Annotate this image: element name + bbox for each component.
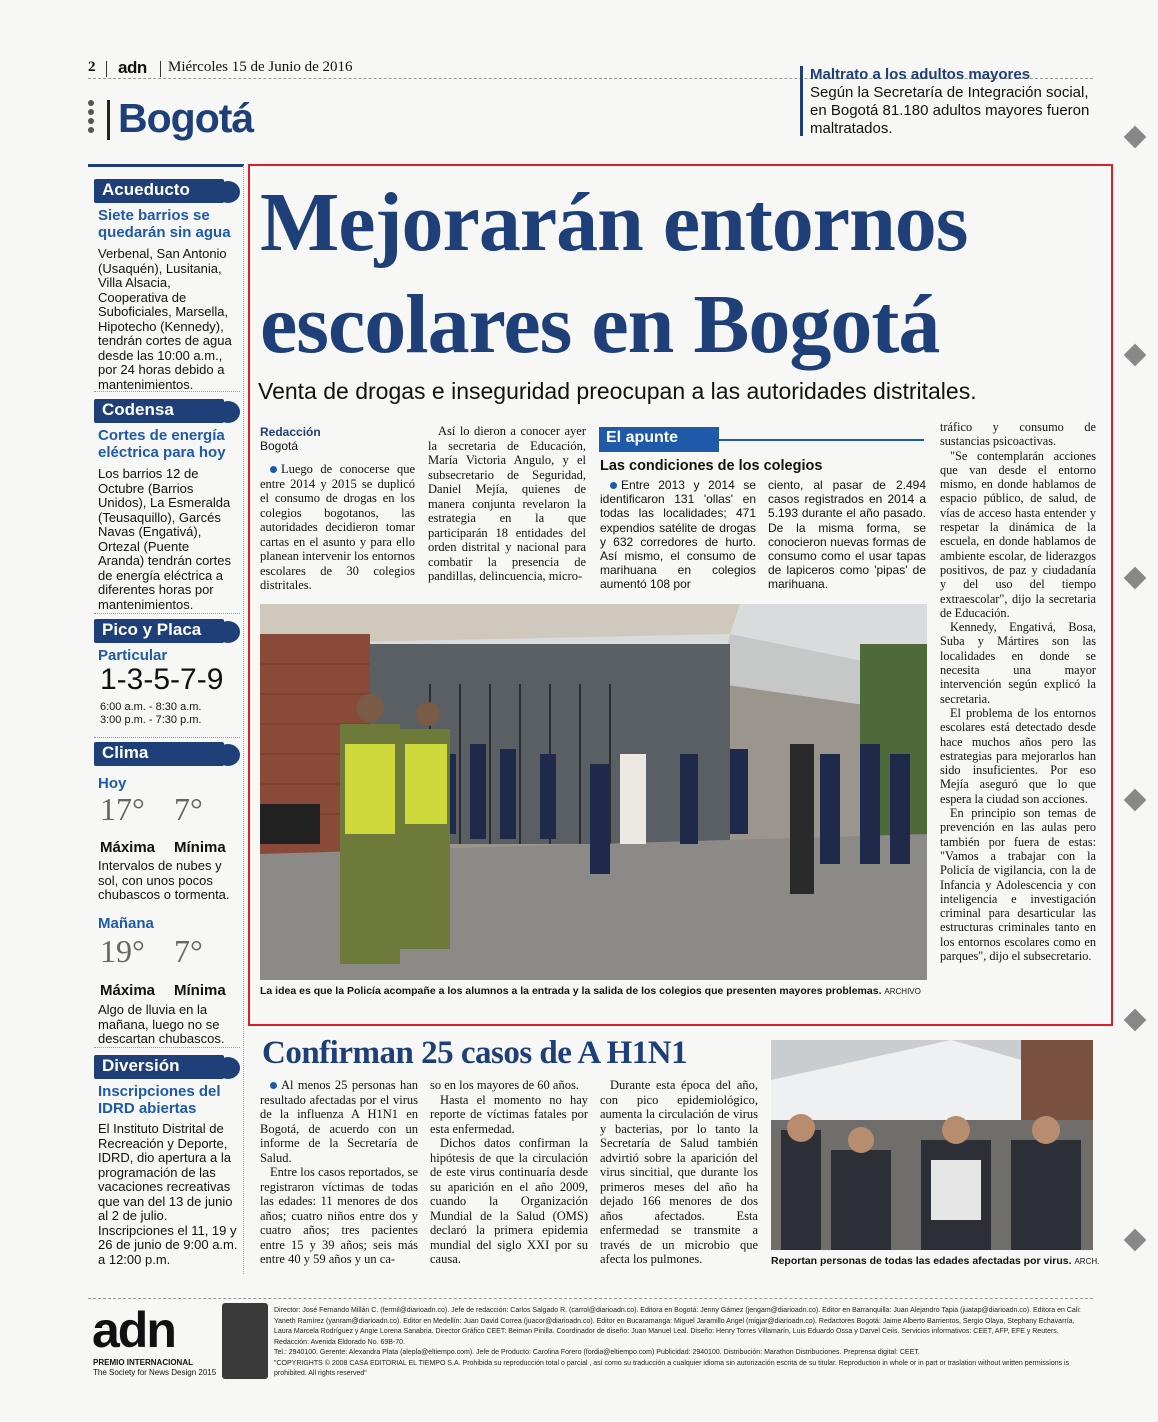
apunte-col-2 [768,478,926,592]
sidebar-divider [94,737,240,738]
h1n1-lede: Al menos 25 personas han resultado afectadas por el virus de la influenza A H1N1 en Bogotá, de acuerdo con un informe de la Secretaría de Salud. [260,1078,418,1165]
max-label: Máxima [100,982,156,999]
photo-caption [260,985,927,997]
health-tent-illustration [771,1040,1093,1250]
h1n1-col-1 [260,1078,418,1267]
h1n1-col-3 [600,1078,758,1267]
photo-caption-text: La idea es que la Policía acompañe a los alumnos a la entrada y la salida de los colegios que presenten mayores problemas. [260,985,882,997]
byline: Redacción [260,425,321,439]
teaser-text: Según la Secretaría de Integración social, en Bogotá 81.180 adultos mayores fueron maltratados. [810,84,1090,137]
main-story-paragraph: El problema de los entornos escolares está detectado desde hace muchos años pero las estrategias para mejorarlos han sido insuficientes. Por eso Mejía aseguró que lo que espera la ciudad son acciones. [940,705,1096,806]
apunte-text-2: ciento, al pasar de 2.494 casos registrados en 2014 a 5.193 durante el año pasado. De la misma forma, se conocieron nuevas formas de consumo como el usar tapas de lapiceros como 'pipas' de marihuana. [768,478,926,592]
h1n1-paragraph: Hasta el momento no hay reporte de víctimas fatales por esta enfermedad. [430,1092,588,1136]
school-entrance-illustration [260,604,927,980]
sidebar-headline-codensa[interactable]: Cortes de energía eléctrica para hoy [98,427,226,461]
teaser-title[interactable]: Maltrato a los adultos mayores [810,66,1031,83]
bullet-dot-icon [270,1082,277,1089]
byline-place: Bogotá [260,439,299,453]
weather-today-label: Hoy [98,775,127,792]
photo-credit: ARCHIVO [884,987,921,996]
bullet-dot-icon [270,466,277,473]
main-story-lede: Luego de conocerse que entre 2014 y 2015 se duplicó el consumo de drogas en los colegios bogotanos, las autoridades decidieron tomar cartas en el asunto y para ello planean intervenir los entornos escolares de 30 colegios distritales. [260,462,415,592]
footer-logo: adn [92,1302,175,1358]
credits-line: Director: José Fernando Millán C. (fermil@diarioadn.co). Jefe de redacción: Carlos Salgado R. (carrol@diarioadn.co). Editora en Bogotá: Jenny Gámez (jengam@diarioadn.co). Editor en Barranquilla: Juan Alejandro Tapia (juatap@diarioadn.co). Editora en Cali: [274,1307,1081,1314]
h1n1-paragraph: Dichos datos confirman la hipótesis de que la circulación de este virus continuaría desde su aparición en el año 2009, cuando la Organización Mundial de la Salud (OMS) declaró la primera epidemia mundial del siglo XXI por su causa. [430,1136,588,1266]
footer-society: The Society for News Design 2015 [93,1368,217,1377]
sidebar-text-diversion: El Instituto Distrital de Recreación y Deporte, IDRD, dio apertura a la programación de las vacaciones recreativas que van del 13 de junio al 2 de julio. Inscripciones el 11, 19 y 26 de junio de 9:00 a.m. a 12:00 p.m. [98,1121,238,1267]
apunte-text-1: Entre 2013 y 2014 se identificaron 131 'ollas' en todas las localidades; 471 expendios satélite de drogas y 632 corredores de hurto. Así mismo, el consumo de marihuana en colegios aumentó 108 por [600,478,756,592]
apunte-rule [719,439,924,441]
sidebar-text-codensa: Los barrios 12 de Octubre (Barrios Unidos), La Esmeralda (Teusaquillo), Garcés Navas (Engativá), Ortezal (Puente Aranda) tendrán cortes de energía eléctrica a diferentes horas por mantenimientos. [98,466,231,612]
credits-line: Redacción: Avenida Eldorado No. 69B-70. [274,1338,406,1346]
main-headline-line-2: escolares en Bogotá [260,278,940,371]
staff-credits [274,1306,1094,1380]
sidebar-tag-clima: Clima [94,742,224,766]
header-logo: adn [118,58,147,77]
weather-tomorrow-text: Algo de lluvia en la mañana, luego no se descartan chubascos. [98,1002,225,1046]
speech-bubble-icon [216,181,240,203]
footer-prize: PREMIO INTERNACIONAL [93,1358,193,1367]
sidebar-divider [94,391,240,392]
h1n1-caption [771,1255,1099,1267]
h1n1-caption-text: Reportan personas de todas las edades afectadas por virus. [771,1255,1072,1267]
main-story-paragraph: Kennedy, Engativá, Bosa, Suba y Mártires son las localidades en donde se necesita una mayor intervención según explicó la secretaria. [940,620,1096,706]
main-subhead: Venta de drogas e inseguridad preocupan a las autoridades distritales. [258,378,977,404]
credits-line: Yaneth Ramírez (yanram@diarioadn.co). Editor en Medellín: Juan David Correa (juacor@diarioadn.co). Editor en Bucaramanga: Miguel Jaramillo Angel (migjar@diarioadn.co). Redactores Bogotá: Jaime Alberto Barrientos, Sergio Olaya, Stephany Echavarría, [274,1317,1075,1325]
pico-placa-numbers: 1-3-5-7-9 [100,663,224,696]
margin-diamond-icon [1124,344,1147,367]
speech-bubble-icon [216,621,240,643]
h1n1-paragraph: Durante esta época del año, con pico epidemiológico, aumenta la circulación de virus y bacterias, por lo tanto la Secretaría de Salud también advirtió sobre la aparición del virus sincitial, que durante los primeros meses del año ha dejado 166 menores de dos años afectados. Esta enfermedad se transmite a través de un microbio que afecta los pulmones. [600,1078,758,1266]
today-max-temp: 17° [100,791,145,827]
h1n1-photo[interactable] [771,1040,1093,1250]
sidebar-tag-codensa: Codensa [94,399,224,423]
main-story-col-2 [428,424,586,584]
sidebar-divider [94,1047,240,1048]
issue-date: Miércoles 15 de Junio de 2016 [168,59,353,75]
tomorrow-min-temp: 7° [174,933,203,969]
margin-diamond-icon [1124,567,1147,590]
sidebar-tag-diversion: Diversión [94,1055,224,1079]
sidebar-tag-pico-placa: Pico y Placa [94,619,224,643]
teaser-bar [800,66,803,136]
apunte-title: Las condiciones de los colegios [600,458,823,474]
speech-bubble-icon [216,744,240,766]
section-title: Bogotá [118,95,254,141]
pico-placa-hours-afternoon: 3:00 p.m. - 7:30 p.m. [100,714,202,726]
h1n1-col-2 [430,1078,588,1267]
pico-placa-category: Particular [98,647,168,664]
sidebar [88,164,244,1274]
sidebar-text-acueducto: Verbenal, San Antonio (Usaquén), Lusitania, Villa Alsacia, Cooperativa de Suboficiales, Marsella, Hipotecho (Kennedy), tendrán cortes de agua desde las 10:00 a.m., por 24 horas debido a mantenimientos. [98,246,232,392]
section-dots-icon [88,100,96,136]
apunte-col-1 [600,478,756,592]
award-badge-icon [222,1303,268,1379]
max-label: Máxima [100,839,156,856]
margin-diamond-icon [1124,1009,1147,1032]
header-divider [106,61,107,77]
min-label: Mínima [174,839,226,856]
credits-line: "COPYRIGHTS © 2008 CASA EDITORIAL EL TIEMPO S.A. Prohibida su reproducción total o parcial , así como su traducción a cualquier idioma sin autorización escrita de su titular. Reproduction in whole or in part or traslation without written permissions is prohibited. All rights reserved" [274,1359,1070,1377]
margin-diamond-icon [1124,1229,1147,1252]
main-story-paragraph: tráfico y consumo de sustancias psicoactivas. [940,420,1096,449]
h1n1-headline[interactable]: Confirman 25 casos de A H1N1 [262,1035,688,1071]
weather-tomorrow-label: Mañana [98,915,154,932]
min-label: Mínima [174,982,226,999]
h1n1-photo-credit: ARCH. [1074,1257,1100,1266]
main-headline-line-1: Mejorarán entornos [260,176,968,269]
speech-bubble-icon [216,401,240,423]
bullet-dot-icon [610,482,617,489]
main-story-col-4 [940,420,1096,963]
weather-today-text: Intervalos de nubes y sol, con unos pocos chubascos o tormenta. [98,858,230,902]
tomorrow-max-temp: 19° [100,933,145,969]
main-story-paragraph: "Se contemplarán acciones que van desde el entorno mismo, en donde hablamos de espacio público, de salud, de vías de acceso hasta entender y respetar la dinámica de la escuela, en donde hablamos de ambiente escolar, de liderazgos positivos, de paz y ciudadanía y del uso del tiempo extraescolar", dijo la secretaria de Educación. [940,448,1096,620]
margin-diamond-icon [1124,789,1147,812]
sidebar-divider [94,613,240,614]
main-headline[interactable] [260,172,1105,376]
main-story-paragraph: Así lo dieron a conocer ayer la secretaria de Educación, María Victoria Angulo, y el subsecretario de Seguridad, Daniel Mejía, quienes de manera conjunta revelaron la estrategia en la que participarán 18 entidades del orden distrital y nacional para combatir la presencia de pandillas, delincuencia, micro- [428,424,586,583]
pico-placa-hours [100,701,202,727]
page-number: 2 [88,59,96,75]
credits-line: Tel.: 2940100. Gerente: Alexandra Plata (alepla@eltiempo.com). Jefe de Producto: Carolina Forero (fordia@eltiempo.com) Publicidad: 2940100. Distribución: Marathon Distribuciones. Preprensa digital: CEET. [274,1349,920,1356]
credits-line: Laura Marcela Rodríguez y Angie Lorena Sanabria. Director Gráfico CEET: Beiman Pinilla. Coordinador de diseño: Juan Manuel Leal. Diseño: Henry Torres Villamarín, Luis Eduardo Ossa y Darvel Ceiis. Servicios informativos: CEET, AFP, EFE y Reuters. [274,1328,1059,1335]
pico-placa-hours-morning: 6:00 a.m. - 8:30 a.m. [100,701,202,713]
main-story-col-1 [260,462,415,593]
header-divider [160,61,161,77]
section-bar [107,100,110,140]
sidebar-tag-acueducto: Acueducto [94,179,224,203]
apunte-tag: El apunte [599,427,719,452]
footer-rule [88,1298,1093,1299]
sidebar-headline-acueducto[interactable]: Siete barrios se quedarán sin agua [98,207,231,241]
today-min-temp: 7° [174,791,203,827]
h1n1-paragraph: Entre los casos reportados, se registraron víctimas de todas las edades: 11 menores de dos años; cuatro niños entre dos y cuatro años; tres pacientes entre 15 y 39 años; seis más entre 40 y 59 años y un ca- [260,1165,418,1266]
main-story-paragraph: En principio son temas de prevención en las aulas pero también por fuera de estas: "Vamos a trabajar con la Policía de vigilancia, con la de Infancia y Adolescencia y con inteligencia e investigación criminal para desarticular las estructuras criminales tanto en los entornos escolares como en parques", dijo el subsecretario. [940,806,1096,963]
h1n1-paragraph: so en los mayores de 60 años. [430,1078,579,1092]
main-story-photo[interactable] [260,604,927,980]
margin-diamond-icon [1124,126,1147,149]
speech-bubble-icon [216,1057,240,1079]
sidebar-headline-diversion[interactable]: Inscripciones del IDRD abiertas [98,1083,221,1117]
